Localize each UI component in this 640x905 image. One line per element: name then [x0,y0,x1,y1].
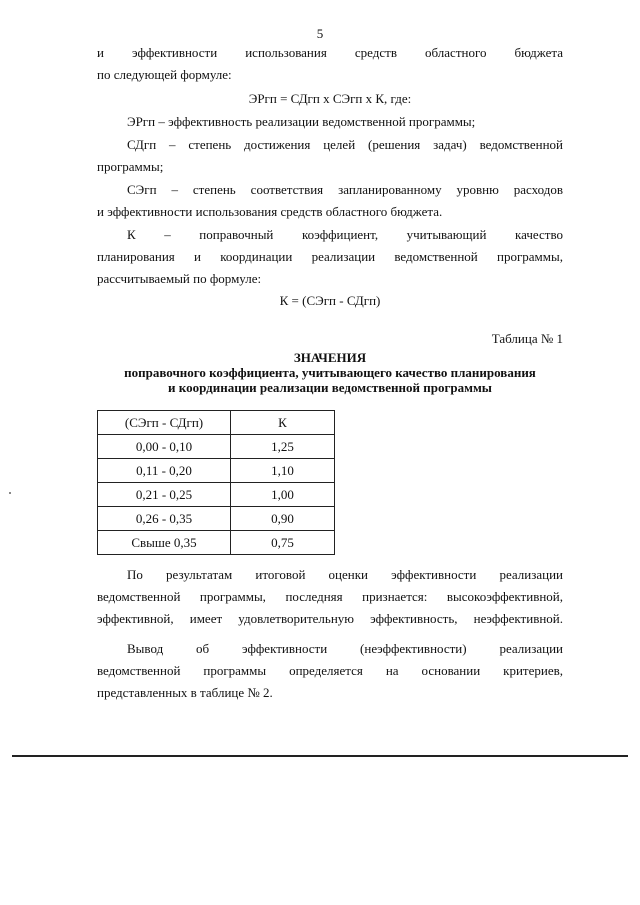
paragraph-line: эффективной, имеет удовлетворительную эффективность, неэффективной. [97,611,563,626]
paragraph-line: По результатам итоговой оценки эффективности реализации [127,567,563,582]
footer-divider [12,755,628,757]
table-title-line: поправочного коэффициента, учитывающего качество планирования [124,365,536,380]
table-title [97,350,563,395]
paragraph-line: и эффективности использования средств областного бюджета. [97,204,443,219]
formula-k: К = (СЭгп - СДгп) [279,293,381,308]
table-row [98,507,335,531]
range-cell: 0,26 - 0,35 [98,507,231,531]
page-number: 5 [316,26,324,41]
paragraph-line: ведомственной программы, последняя признается: высокоэффективной, [97,589,563,604]
paragraph-line: ведомственной программы определяется на основании критериев, [97,663,563,678]
table-row [98,483,335,507]
range-cell: Свыше 0,35 [98,531,231,555]
paragraph-line: планирования и координации реализации ведомственной программы, [97,249,563,264]
paragraph-line: представленных в таблице № 2. [97,685,273,700]
paragraph-line: и эффективности использования средств областного бюджета [97,45,563,60]
k-cell: 0,75 [231,531,335,555]
table-row [98,435,335,459]
table-row [98,459,335,483]
header-cell: К [231,411,335,435]
k-cell: 1,25 [231,435,335,459]
body-text-bottom [97,564,563,704]
k-cell: 1,10 [231,459,335,483]
header-cell: (СЭгп - СДгп) [98,411,231,435]
body-text-top [97,42,563,350]
definition-sdgp: СДгп – степень достижения целей (решения задач) ведомственной [127,137,563,152]
table-title-heading: ЗНАЧЕНИЯ [293,350,367,365]
range-cell: 0,11 - 0,20 [98,459,231,483]
paragraph-line: по следующей формуле: [97,67,232,82]
definition-ergp: ЭРгп – эффективность реализации ведомственной программы; [127,114,476,129]
coefficient-table [97,410,335,555]
definition-k: К – поправочный коэффициент, учитывающий качество [127,227,563,242]
table-title-line: и координации реализации ведомственной программы [168,380,492,395]
scan-speck [9,492,11,494]
table-caption: Таблица № 1 [491,331,563,346]
k-cell: 0,90 [231,507,335,531]
paragraph-line: Вывод об эффективности (неэффективности) реализации [127,641,563,656]
formula-efficiency: ЭРгп = СДгп х СЭгп х К, где: [248,91,412,106]
range-cell: 0,21 - 0,25 [98,483,231,507]
k-cell: 1,00 [231,483,335,507]
range-cell: 0,00 - 0,10 [98,435,231,459]
paragraph-line: программы; [97,159,164,174]
paragraph-line: рассчитываемый по формуле: [97,271,262,286]
table-header-row [98,411,335,435]
definition-segp: СЭгп – степень соответствия запланированному уровню расходов [127,182,563,197]
table-row [98,531,335,555]
